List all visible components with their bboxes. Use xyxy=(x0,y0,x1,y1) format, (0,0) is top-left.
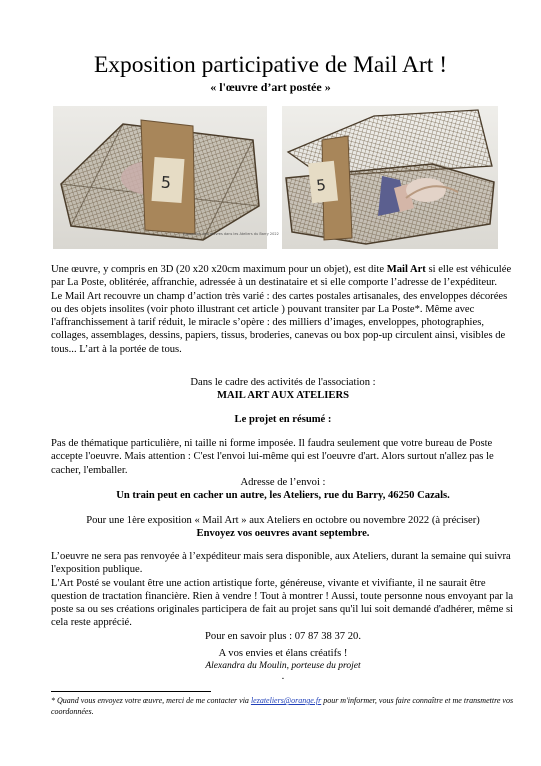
closing-line: A vos envies et élans créatifs ! xyxy=(218,648,348,659)
deadline: Envoyez vos oeuvres avant septembre. xyxy=(196,528,370,540)
svg-text:5: 5 xyxy=(160,172,172,193)
intro-description: Le Mail Art recouvre un champ d’action très varié : des cartes postales artisanales, des enveloppes décorées ou des objets insolites (voir photo illustrant cet article ) pouvant transiter par La Poste*. Même avec l'affranchissement à tarif réduit, le miracle s’opère : des milliers d’images, enveloppes, photographies, collages, assemblages, dessins, papiers, tissus, broderies, canevas ou box pop-up circulent ainsi, visibles de tous... L’art à la portée de tous. xyxy=(51,290,508,355)
details-section xyxy=(51,550,515,643)
closing-block xyxy=(51,647,515,682)
intro-section xyxy=(51,263,515,356)
svg-text:5: 5 xyxy=(315,175,327,195)
signature: Alexandra du Moulin, porteuse du projet xyxy=(205,661,361,672)
address-block xyxy=(51,476,515,503)
address-label: Adresse de l’envoi : xyxy=(240,477,326,488)
address-value: Un train peut en cacher un autre, les Ateliers, rue du Barry, 46250 Cazals. xyxy=(116,490,450,502)
email-link[interactable]: lezateliers@orange.fr xyxy=(250,696,322,705)
intro-paragraph: Une œuvre, y compris en 3D (20 x20 x20cm maximum pour un objet), est dite Mail Art si elle est véhiculée par La Poste, oblitérée, affranchie, adressée à un destinataire et si elle comporte l’adresse de l’expéditeur. xyxy=(51,264,512,289)
exhibition-info: Pour une 1ère exposition « Mail Art » aux Ateliers en octobre ou novembre 2022 (à préciser) xyxy=(86,515,480,526)
signature-dot: . xyxy=(281,671,285,683)
exhibition-block xyxy=(51,514,515,541)
summary-heading: Le projet en résumé : xyxy=(234,414,332,425)
page-title: Exposition participative de Mail Art ! xyxy=(93,52,448,78)
footnote: * Quand vous envoyez votre œuvre, merci de me contacter via lezateliers@orange.fr pour m'informer, vous faire connaître et me transmettre vos coordonnées. xyxy=(51,696,514,716)
open-wire-cage-artwork-photo xyxy=(282,106,498,249)
photo-caption: Exposition des œuvres dans les Ateliers du Barry 2022 xyxy=(183,232,279,236)
association-name: MAIL ART AUX ATELIERS xyxy=(217,390,349,402)
return-policy: L’oeuvre ne sera pas renvoyée à l’expéditeur mais sera disponible, aux Ateliers, durant la semaine qui suivra l'exposition publique. xyxy=(51,551,511,576)
mail-art-term: Mail Art xyxy=(386,264,426,275)
footnote-divider xyxy=(51,691,211,692)
association-intro: Dans le cadre des activités de l'association : xyxy=(190,377,376,388)
summary-text: Pas de thématique particulière, ni taille ni forme imposée. Il faudra seulement que votre bureau de Poste accepte l'oeuvre. Mais attention : C'est l'envoi lui-même qui est l'oeuvre d'art. Alors surtout n'allez pas le cacher, l'emballer. xyxy=(51,438,494,476)
non-commercial-statement: L'Art Posté se voulant être une action artistique forte, généreuse, vivante et vivifiante, il ne saurait être question de tractation financière. Rien à vendre ! Tout à montrer ! Aussi, toute personne nous envoyant par la poste sa ou ses créations originales participera de fait au projet sans qu'il lui soit demandé d'adhérer, même si cela reste apprécié. xyxy=(51,577,514,629)
wire-cage-artwork-photo xyxy=(53,106,279,249)
association-block xyxy=(51,376,515,403)
page-subtitle: « l'œuvre d’art postée » xyxy=(210,80,331,94)
contact-phone: Pour en savoir plus : 07 87 38 37 20. xyxy=(205,630,361,642)
